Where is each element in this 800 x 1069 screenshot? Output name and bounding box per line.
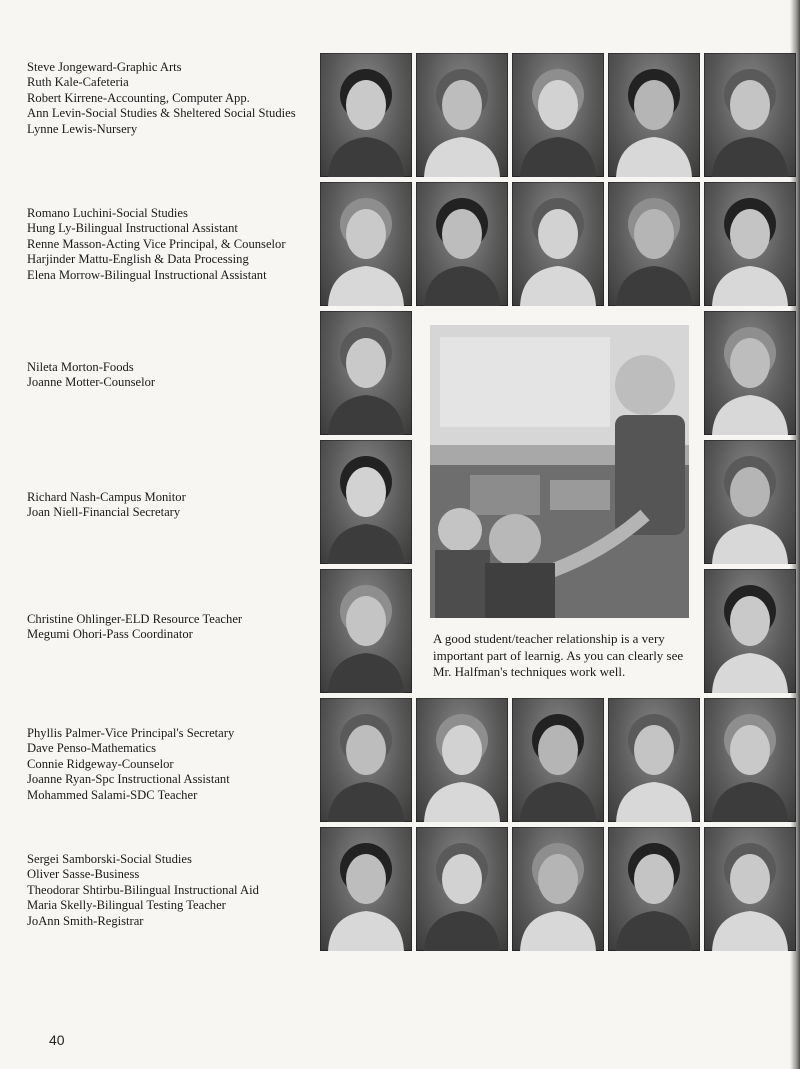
feature-photo xyxy=(430,325,689,618)
staff-name: Joanne Ryan-Spc Instructional Assistant xyxy=(27,772,230,787)
staff-name: Robert Kirrene-Accounting, Computer App. xyxy=(27,90,250,105)
portrait-photo xyxy=(416,182,508,306)
portrait-silhouette xyxy=(320,827,412,951)
portrait-photo xyxy=(512,53,604,177)
portrait-photo xyxy=(704,569,796,693)
portrait-photo xyxy=(704,827,796,951)
portrait-photo xyxy=(416,827,508,951)
portrait-silhouette xyxy=(416,182,508,306)
portrait-photo xyxy=(704,53,796,177)
portrait-silhouette xyxy=(704,182,796,306)
portrait-photo xyxy=(416,698,508,822)
portrait-silhouette xyxy=(704,311,796,435)
portrait-photo xyxy=(416,53,508,177)
feature-caption: A good student/teacher relationship is a very important part of learnig. As you can clearly see Mr. Halfman's techniques work well. xyxy=(433,631,684,679)
portrait-photo xyxy=(512,698,604,822)
portrait-silhouette xyxy=(320,569,412,693)
portrait-photo xyxy=(608,53,700,177)
staff-name: Joanne Motter-Counselor xyxy=(27,375,156,390)
portrait-silhouette xyxy=(704,827,796,951)
portrait-photo xyxy=(608,698,700,822)
staff-name: Romano Luchini-Social Studies xyxy=(27,206,188,220)
portrait-silhouette xyxy=(320,53,412,177)
portrait-photo xyxy=(512,182,604,306)
staff-name: Renne Masson-Acting Vice Principal, & Counselor xyxy=(27,236,286,251)
portrait-silhouette xyxy=(608,53,700,177)
portrait-photo xyxy=(320,440,412,564)
portrait-silhouette xyxy=(416,53,508,177)
name-group-4 xyxy=(27,490,317,521)
classroom-scene-illustration xyxy=(430,325,689,618)
portrait-photo xyxy=(320,182,412,306)
name-group-3 xyxy=(27,360,317,391)
name-group-2 xyxy=(27,206,317,283)
portrait-silhouette xyxy=(704,569,796,693)
staff-name: JoAnn Smith-Registrar xyxy=(27,913,144,928)
staff-name: Oliver Sasse-Business xyxy=(27,867,140,882)
name-group-6 xyxy=(27,726,317,803)
portrait-photo xyxy=(320,698,412,822)
portrait-photo xyxy=(320,311,412,435)
staff-name: Theodorar Shtirbu-Bilingual Instructional Aid xyxy=(27,882,259,897)
staff-name: Hung Ly-Bilingual Instructional Assistant xyxy=(27,221,238,236)
staff-name: Nileta Morton-Foods xyxy=(27,360,134,374)
portrait-silhouette xyxy=(512,53,604,177)
staff-name: Steve Jongeward-Graphic Arts xyxy=(27,60,182,74)
staff-name: Phyllis Palmer-Vice Principal's Secretary xyxy=(27,726,235,740)
portrait-silhouette xyxy=(512,827,604,951)
staff-name: Maria Skelly-Bilingual Testing Teacher xyxy=(27,898,226,913)
portrait-silhouette xyxy=(608,182,700,306)
portrait-silhouette xyxy=(320,182,412,306)
staff-name: Ruth Kale-Cafeteria xyxy=(27,75,129,90)
portrait-silhouette xyxy=(416,827,508,951)
portrait-photo xyxy=(704,440,796,564)
portrait-silhouette xyxy=(512,698,604,822)
name-group-1 xyxy=(27,60,317,137)
portrait-silhouette xyxy=(704,440,796,564)
portrait-silhouette xyxy=(608,827,700,951)
portrait-silhouette xyxy=(416,698,508,822)
portrait-photo xyxy=(608,827,700,951)
portrait-silhouette xyxy=(512,182,604,306)
staff-name: Christine Ohlinger-ELD Resource Teacher xyxy=(27,612,243,626)
portrait-photo xyxy=(320,827,412,951)
name-group-5 xyxy=(27,612,317,643)
staff-name: Sergei Samborski-Social Studies xyxy=(27,852,192,866)
portrait-silhouette xyxy=(320,698,412,822)
portrait-photo xyxy=(704,182,796,306)
portrait-silhouette xyxy=(320,440,412,564)
staff-name: Richard Nash-Campus Monitor xyxy=(27,490,186,504)
portrait-photo xyxy=(704,311,796,435)
staff-name: Megumi Ohori-Pass Coordinator xyxy=(27,627,193,642)
staff-name: Dave Penso-Mathematics xyxy=(27,741,157,756)
name-group-7 xyxy=(27,852,317,929)
page-number: 40 xyxy=(49,1032,65,1048)
portrait-silhouette xyxy=(704,53,796,177)
portrait-photo xyxy=(512,827,604,951)
portrait-photo xyxy=(704,698,796,822)
portrait-photo xyxy=(320,569,412,693)
staff-name: Lynne Lewis-Nursery xyxy=(27,121,138,136)
staff-name: Connie Ridgeway-Counselor xyxy=(27,756,174,771)
portrait-silhouette xyxy=(608,698,700,822)
portrait-photo xyxy=(608,182,700,306)
staff-name: Elena Morrow-Bilingual Instructional Assistant xyxy=(27,267,267,282)
staff-name: Harjinder Mattu-English & Data Processing xyxy=(27,252,249,267)
staff-name: Joan Niell-Financial Secretary xyxy=(27,505,181,520)
portrait-silhouette xyxy=(704,698,796,822)
staff-name: Mohammed Salami-SDC Teacher xyxy=(27,787,198,802)
portrait-silhouette xyxy=(320,311,412,435)
portrait-photo xyxy=(320,53,412,177)
staff-name: Ann Levin-Social Studies & Sheltered Social Studies xyxy=(27,106,296,121)
